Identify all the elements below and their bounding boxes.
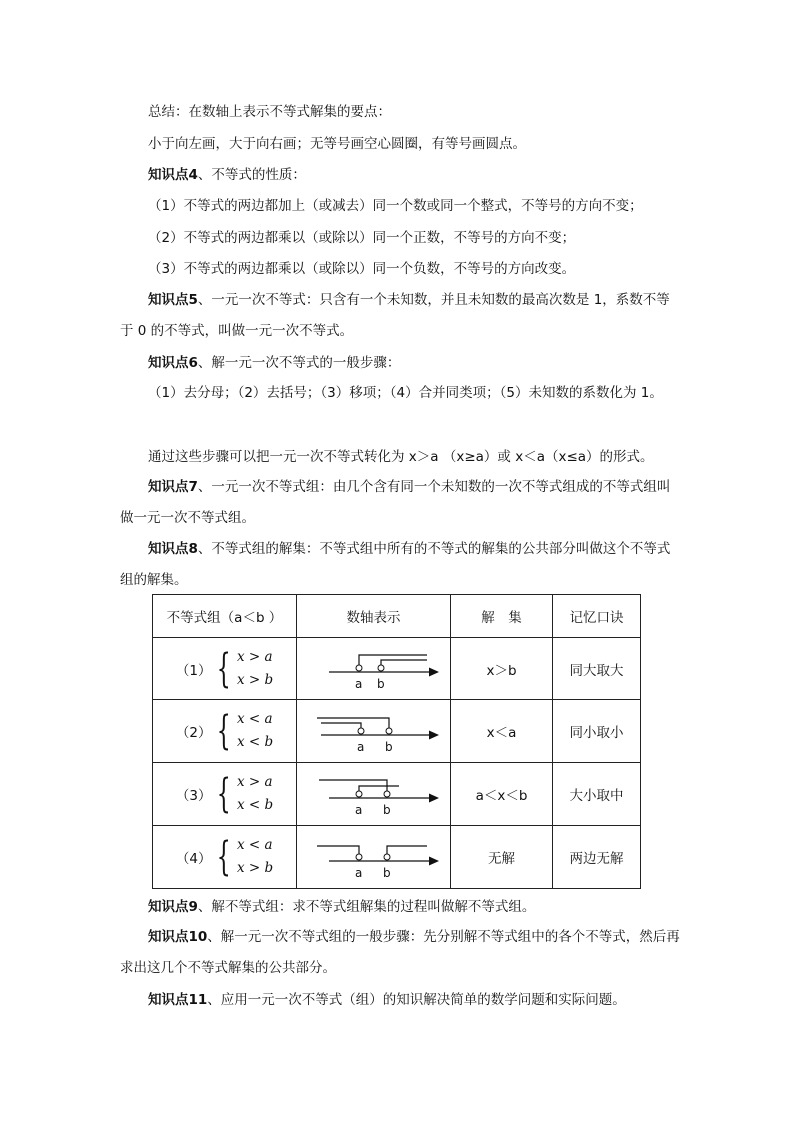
kp4-item-1: （1）不等式的两边都加上（或减去）同一个数或同一个整式，不等号的方向不变； (148, 198, 643, 214)
solution-cell: a＜x＜b (451, 763, 553, 826)
table-row (153, 700, 641, 763)
system-cell: （3） { x > a x < b (153, 763, 297, 826)
rule-cell: 大小取中 (553, 763, 641, 826)
number-line-both-right (309, 642, 439, 692)
kp11-heading: 知识点11、应用一元一次不等式（组）的知识解决简单的数学问题和实际问题。 (148, 992, 626, 1008)
system-cell: （2） { x < a x < b (153, 700, 297, 763)
kp8-paragraph: 知识点8、不等式组的解集：不等式组中所有的不等式的解集的公共部分叫做这个不等式组的解集。 (120, 541, 671, 588)
number-line-between (309, 767, 439, 817)
svg-text:b: b (382, 803, 391, 817)
summary-body: 小于向左画，大于向右画；无等号画空心圆圈，有等号画圆点。 (148, 136, 526, 152)
kp5-paragraph: 知识点5、一元一次不等式：只含有一个未知数，并且未知数的最高次数是 1，系数不等于 0 的不等式，叫做一元一次不等式。 (120, 292, 670, 339)
kp7-paragraph: 知识点7、一元一次不等式组：由几个含有同一个未知数的一次不等式组成的不等式组叫做一元一次不等式组。 (120, 479, 671, 526)
kp4-item-2: （2）不等式的两边都乘以（或除以）同一个正数，不等号的方向不变； (148, 230, 576, 246)
kp10-paragraph: 知识点10、解一元一次不等式组的一般步骤：先分别解不等式组中的各个不等式，然后再求出这几个不等式解集的公共部分。 (120, 929, 680, 976)
summary-title: 总结：在数轴上表示不等式解集的要点： (148, 104, 391, 120)
svg-text:a: a (354, 803, 362, 817)
table-row (153, 638, 641, 700)
rule-cell: 同大取大 (553, 638, 641, 700)
table-header-row (153, 595, 641, 638)
system-cell: （4） { x < a x > b (153, 826, 297, 889)
svg-text:a: a (354, 866, 362, 880)
system-cell: （1） { x > a x > b (153, 638, 297, 700)
axis-cell (297, 826, 451, 889)
svg-text:a: a (354, 676, 362, 691)
header-rule: 记忆口诀 (553, 595, 641, 638)
header-solution: 解 集 (451, 595, 553, 638)
solution-cell: x＞b (451, 638, 553, 700)
table-row (153, 763, 641, 826)
axis-cell (297, 700, 451, 763)
kp9-heading: 知识点9、解不等式组：求不等式组解集的过程叫做解不等式组。 (148, 899, 536, 915)
inequality-system-table (152, 594, 641, 889)
header-axis: 数轴表示 (297, 595, 451, 638)
kp4-item-3: （3）不等式的两边都乘以（或除以）同一个负数，不等号的方向改变。 (148, 261, 576, 277)
kp6-note: 通过这些步骤可以把一元一次不等式转化为 x＞a （x≥a）或 x＜a（x≤a）的形式。 (148, 449, 654, 465)
solution-cell: 无解 (451, 826, 553, 889)
svg-text:b: b (376, 676, 385, 691)
rule-cell: 两边无解 (553, 826, 641, 889)
kp6-steps: （1）去分母；（2）去括号；（3）移项；（4）合并同类项；（5）未知数的系数化为 1。 (148, 385, 663, 401)
svg-text:b: b (384, 740, 393, 754)
svg-text:b: b (382, 866, 391, 880)
kp6-heading: 知识点6、解一元一次不等式的一般步骤： (148, 355, 401, 371)
axis-cell (297, 638, 451, 700)
table-row (153, 826, 641, 889)
svg-text:a: a (356, 740, 364, 754)
number-line-outside (309, 830, 439, 880)
kp4-heading: 知识点4、不等式的性质： (148, 167, 306, 183)
axis-cell (297, 763, 451, 826)
header-system: 不等式组（a＜b ） (153, 595, 297, 638)
rule-cell: 同小取小 (553, 700, 641, 763)
solution-cell: x＜a (451, 700, 553, 763)
number-line-both-left (309, 704, 439, 754)
